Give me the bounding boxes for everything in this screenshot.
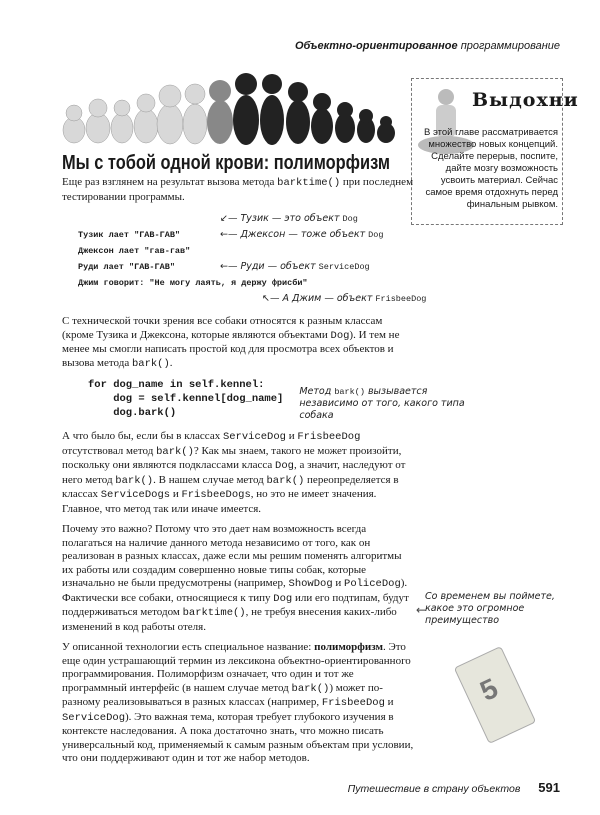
text: Почему это важно? Потому что это дает нам возможность всегда полагаться на наличие данного метода независимо от того, как он реализован в разных классах, даже если мы решим поменять алгоритмы их работы или создадим совершенно новые типы собак, которые изначально не были предусмотрены (например, [62,523,402,589]
code-with-annotation [88,378,558,422]
code-inline: bark() [115,474,154,487]
text: . В нашем случае метод [153,473,267,486]
code-inline: ShowDog [288,578,333,590]
annotation-advantage: Со временем вы поймете, какое это огромное преимущество [425,591,555,626]
program-output [78,211,560,307]
text: вызывается независимо от того, какого типа собака [299,386,465,421]
annotation-jim: ↖— А Джим — объект FrisbeeDog [262,293,427,304]
text: ). Фактически все собаки, относящиеся к типу [62,577,408,604]
text: У описанной технологии есть специальное название: [62,641,315,653]
banknote-value: 5 [475,672,503,707]
page-number: 591 [538,779,560,795]
text: и [384,696,394,708]
main-column [62,150,414,204]
output-line: Тузик лает "ГАВ-ГАВ" [78,230,181,240]
header-bold: Объектно-ориентированное [294,40,458,52]
code-inline: bark() [291,682,330,695]
header-rest: программирование [457,40,560,52]
text: А Джим — объект [282,293,376,304]
code-inline: ServiceDog [62,711,126,724]
text: . Это еще один устрашающий термин из лексикона объектно-ориентированного программирования. Полиморфизм означает, что один и тот же программный интерфейс (в нашем случае метод [62,641,411,694]
text: ). И тем не менее мы смогли написать простой код для просмотра всех объектов и вызова метода [62,328,400,369]
page-title: Мы с тобой одной крови: полиморфизм [62,152,390,174]
banknote-illustration [454,646,537,744]
text: отсутствовал метод [62,444,157,457]
annotation-jackson: ←— Джексон — тоже объект Dog [220,229,384,240]
code-inline: Dog [342,214,358,224]
arrow-icon: ← [416,603,427,617]
output-row [78,275,560,291]
main-column [62,430,555,766]
code-inline: FrisbeeDog [297,431,361,443]
text: ? Как мы знаем, такого не может произойти, поскольку они являются подклассами класса [62,444,402,471]
annotation-tuzik: ↙— Тузик — это объект Dog [220,213,358,224]
text: ). Это важная тема, которая требует глубокого изучения в контексте наследования. А пока достаточно знать, что можно писать универсальный код, применяемый к самым разным объектам при условии, что они поддерживают один и тот же набор методов. [62,710,414,764]
code-inline: ServiceDog [318,262,370,272]
code-block [88,378,283,420]
code-line: dog.bark() [88,407,177,419]
code-inline: bark() [266,474,305,487]
output-row [78,291,560,307]
text: и [332,577,345,589]
page-footer [62,780,560,795]
annotation-rudi: ←— Руди — объект ServiceDog [220,261,370,272]
code-inline: bark() [156,445,194,458]
code-inline: Dog [275,460,294,472]
code-inline: barktime() [277,177,341,189]
code-inline: bark() [131,357,170,370]
main-column [62,315,414,371]
code-line: for dog_name in self.kennel: [88,379,265,391]
footer-title: Путешествие в страну объектов [347,782,521,795]
text: ) может по-разному реализовываться в разных классах (например, [62,681,383,708]
text: или его подтипам, будут поддерживаться методом [62,591,409,618]
text: и [285,430,298,442]
text: А что было бы, если бы в классах [62,430,223,442]
text: Джексон — тоже объект [240,229,369,240]
output-line: Джексон лает "гав-гав" [78,246,191,256]
paragraph-1 [62,315,414,371]
code-inline: barktime() [182,607,246,619]
text: при последнем тестировании программы. [62,176,414,203]
code-inline: bark() [334,387,365,397]
term-bold: полиморфизм [314,641,383,653]
sidebar-title: Выдохни [472,89,579,111]
paragraph-3 [62,523,414,634]
paragraph-4 [62,641,414,766]
output-row [78,243,560,259]
code-inline: FrisbeeDog [321,697,385,709]
text: Еще раз взглянем на результат вызова метода [62,176,278,188]
code-inline: ServiceDog [222,431,286,443]
paragraph-2 [62,430,414,516]
text: , но это не имеет значения. Главное, что метод так или иначе имеется. [62,488,377,515]
code-inline: FrisbeeDog [375,294,427,304]
text: С технической точки зрения все собаки относятся к разным классам (кроме Тузика и Джексона, которые являются объектами [62,315,383,341]
text: , не требуя внесения каких-либо изменений в код работы отеля. [62,606,397,633]
code-inline: FrisbeeDogs [181,489,251,501]
text: Руди — объект [240,261,319,272]
annotation-bark [299,386,469,422]
output-row [78,211,560,227]
text: Метод [299,386,335,397]
code-inline: PoliceDog [344,578,401,590]
sidebar-text: В этой главе рассматривается множество новых концепций. Сделайте перерыв, поспите, дайте мозгу возможность усвоить материал. Сейчас самое время отдохнуть перед финальным рывком. [424,127,558,210]
output-line: Руди лает "ГАВ-ГАВ" [78,262,175,272]
text: , а значит, наследуют от него метод [62,459,406,486]
code-line: dog = self.kennel[dog_name] [88,393,284,405]
code-inline: Dog [368,230,384,240]
code-inline: Dog [273,592,293,605]
text: Тузик — это объект [240,213,343,224]
output-line: Джим говорит: "Не могу лаять, я держу фрисби" [78,278,308,288]
text: и [170,488,182,500]
text: переопределяется в классах [62,473,399,500]
output-row [78,259,560,275]
text: . [169,356,173,369]
intro-paragraph [62,176,414,204]
output-row [78,227,560,243]
code-inline: Dog [330,329,350,342]
code-inline: ServiceDogs [100,489,171,501]
